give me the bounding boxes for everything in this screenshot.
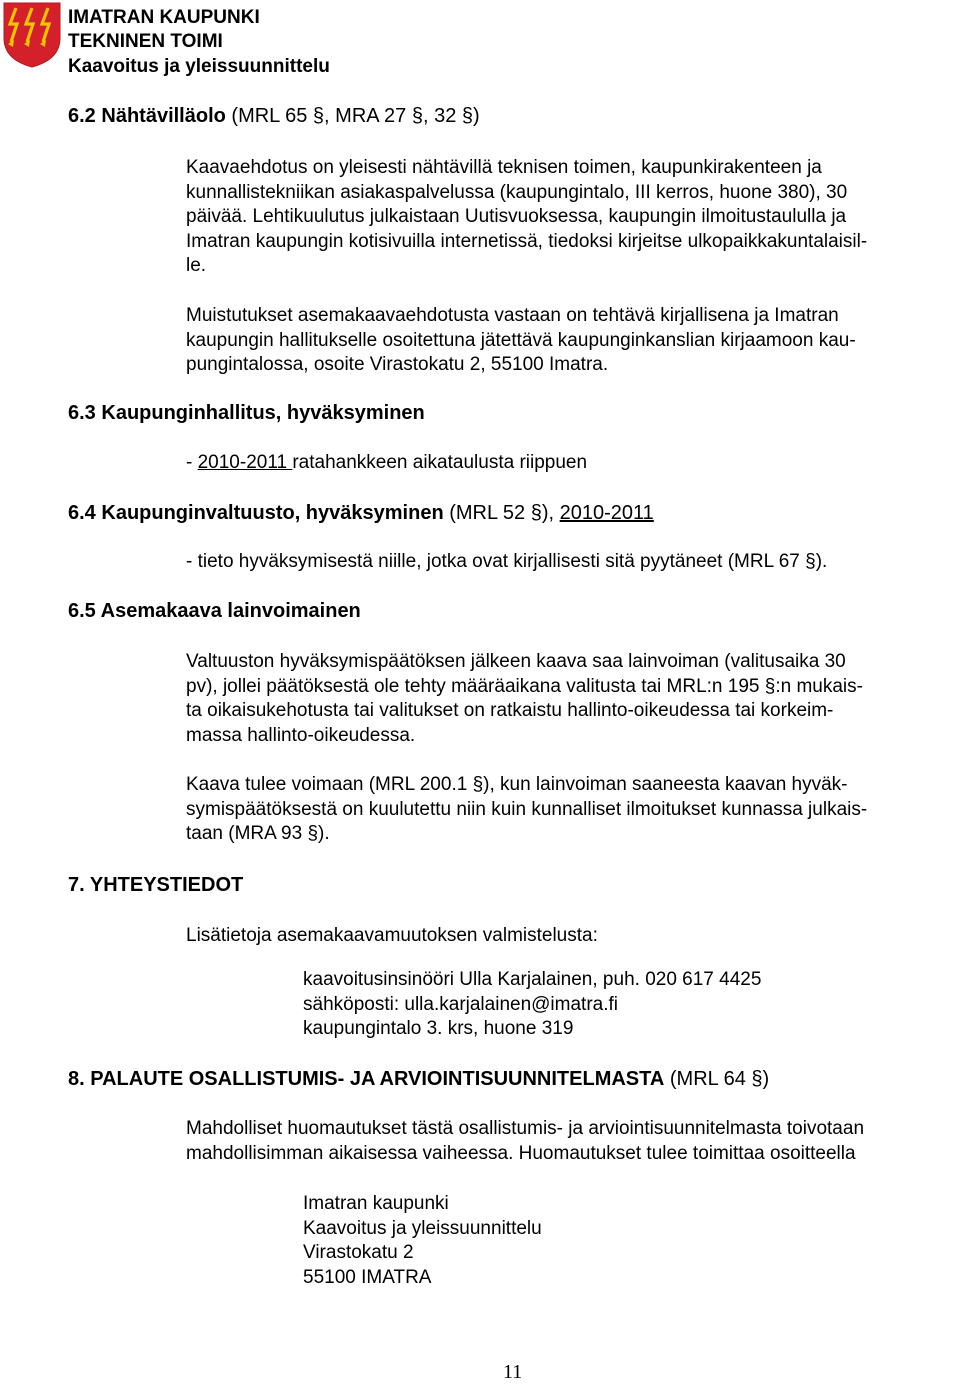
org-name: IMATRAN KAUPUNKI: [68, 7, 260, 28]
schedule-date: 2010-2011: [559, 502, 654, 524]
department-name: TEKNINEN TOIMI: [68, 31, 223, 52]
dash: -: [186, 452, 198, 473]
section-6-5-paragraph-2: [186, 773, 867, 847]
contact-details: [303, 968, 761, 1042]
text-line: symispäätöksestä on kuulutettu niin kuin kunnalliset ilmoitukset kunnassa julkais-: [186, 798, 868, 820]
section-6-5-heading: [68, 599, 361, 623]
address-line: Virastokatu 2: [303, 1242, 414, 1263]
section-8-heading: [68, 1067, 769, 1091]
text-line: kunnallistekniikan asiakaspalvelussa (kaupungintalo, III kerros, huone 380), 30: [186, 181, 848, 203]
section-title: Kaupunginvaltuusto, hyväksyminen: [101, 502, 444, 524]
text-line: päivää. Lehtikuulutus julkaistaan Uutisvuoksessa, kaupungin ilmoitustaululla ja: [186, 206, 847, 227]
section-number: 6.2: [68, 105, 96, 127]
mailing-address: [303, 1192, 542, 1290]
section-title: Kaupunginhallitus, hyväksyminen: [101, 402, 425, 424]
section-reference: (MRL 52 §),: [443, 502, 560, 524]
address-line: 55100 IMATRA: [303, 1266, 432, 1288]
text-line: Mahdolliset huomautukset tästä osallistumis- ja arviointisuunnitelmasta toivotaan: [186, 1118, 865, 1139]
contact-intro: Lisätietoja asemakaavamuutoksen valmistelusta:: [186, 925, 598, 946]
contact-line: sähköposti: ulla.karjalainen@imatra.fi: [303, 993, 618, 1015]
unit-name: Kaavoitus ja yleissuunnittelu: [68, 56, 330, 77]
section-6-4-heading: [68, 501, 654, 525]
section-number: 6.4: [68, 502, 96, 524]
section-6-2-heading: [68, 104, 480, 128]
text-line: Kaava tulee voimaan (MRL 200.1 §), kun lainvoiman saaneesta kaavan hyväk-: [186, 774, 848, 795]
section-6-2-paragraph-2: [186, 304, 856, 378]
contact-line: kaupungintalo 3. krs, huone 319: [303, 1018, 574, 1039]
address-line: Kaavoitus ja yleissuunnittelu: [303, 1217, 542, 1239]
section-title: 8. PALAUTE OSALLISTUMIS- JA ARVIOINTISUUNNITELMASTA: [68, 1068, 665, 1090]
text-line: mahdollisimman aikaisessa vaiheessa. Huomautukset tulee toimittaa osoitteella: [186, 1142, 856, 1164]
section-reference: (MRL 64 §): [664, 1068, 770, 1090]
text-line: massa hallinto-oikeudessa.: [186, 724, 416, 746]
section-number: 6.3: [68, 402, 96, 424]
section-title: Asemakaava lainvoimainen: [100, 600, 361, 622]
address-line: Imatran kaupunki: [303, 1193, 449, 1214]
text-line: ta oikaisukehotusta tai valitukset on ratkaistu hallinto-oikeudessa tai korkeim-: [186, 700, 834, 721]
section-7-heading: 7. YHTEYSTIEDOT: [68, 874, 244, 896]
schedule-date: 2010-2011: [197, 452, 293, 473]
text-line: Valtuuston hyväksymispäätöksen jälkeen kaava saa lainvoiman (valitusaika 30: [186, 651, 846, 672]
text-line: taan (MRA 93 §).: [186, 823, 330, 844]
text-line: Kaavaehdotus on yleisesti nähtävillä teknisen toimen, kaupunkirakenteen ja: [186, 157, 822, 178]
text-line: Imatran kaupungin kotisivuilla internetissä, tiedoksi kirjeitse ulkopaikkakuntalaisil-: [186, 230, 868, 252]
section-number: 6.5: [68, 600, 96, 622]
text-line: kaupungin hallitukselle osoitettuna jätettävä kaupunginkanslian kirjaamoon kau-: [186, 329, 856, 351]
section-8-paragraph: [186, 1117, 864, 1166]
text-line: pv), jollei päätöksestä ole tehty määräaikana valitusta tai MRL:n 195 §:n mukais-: [186, 675, 863, 697]
text-line: Muistutukset asemakaavaehdotusta vastaan on tehtävä kirjallisena ja Imatran: [186, 305, 839, 326]
page-number: 11: [503, 1361, 523, 1383]
text-line: le.: [186, 255, 207, 276]
section-6-5-paragraph-1: [186, 650, 863, 748]
text-line: pungintalossa, osoite Virastokatu 2, 55100 Imatra.: [186, 354, 609, 375]
section-6-2-paragraph-1: [186, 156, 867, 279]
schedule-note: ratahankkeen aikataulusta riippuen: [292, 452, 588, 473]
contact-line: kaavoitusinsinööri Ulla Karjalainen, puh. 020 617 4425: [303, 969, 762, 990]
section-6-3-heading: [68, 401, 425, 425]
section-reference: (MRL 65 §, MRA 27 §, 32 §): [231, 105, 480, 127]
city-coat-of-arms-icon: [3, 2, 61, 68]
section-6-3-schedule: [186, 451, 587, 476]
section-title: Nähtävilläolo: [101, 105, 226, 127]
section-6-4-note: - tieto hyväksymisestä niille, jotka ovat kirjallisesti sitä pyytäneet (MRL 67 §).: [186, 551, 828, 572]
